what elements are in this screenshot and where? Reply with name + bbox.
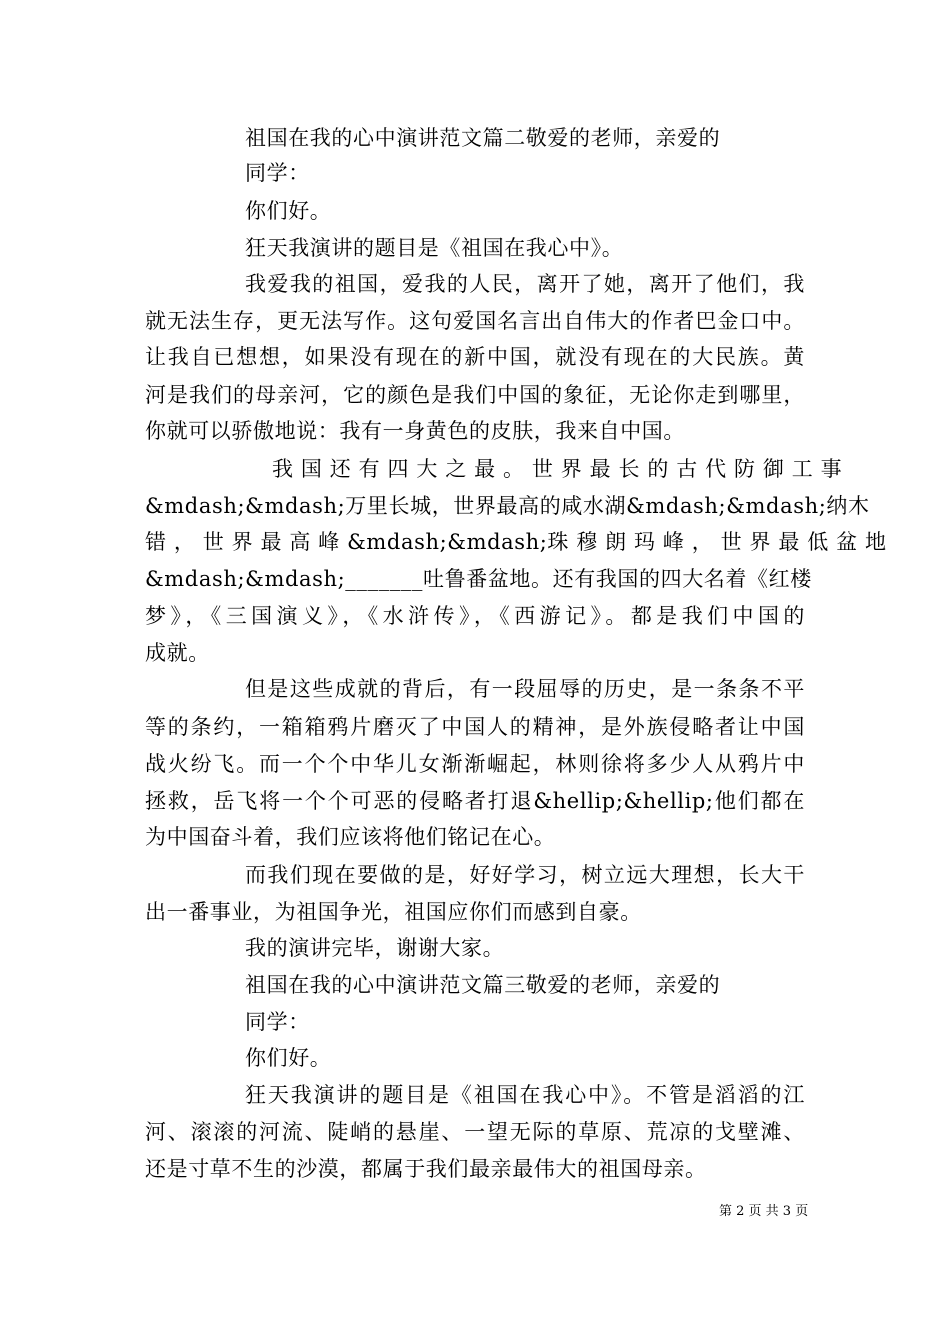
paragraph-line: 狂天我演讲的题目是《祖国在我心中》。不管是滔滔的江 — [245, 1083, 805, 1107]
paragraph-line: 梦》，《三国演义》，《水浒传》，《西游记》。都是我们中国的 — [145, 604, 805, 628]
paragraph-line: &mdash;&mdash;万里长城，世界最高的咸水湖&mdash;&mdash;纳木 — [145, 494, 870, 518]
paragraph-line: 而我们现在要做的是，好好学习，树立远大理想，长大干 — [245, 863, 805, 887]
paragraph-line: 成就。 — [145, 641, 210, 665]
page-footer: 第 2 页 共 3 页 — [719, 1204, 809, 1219]
paragraph-line: 出一番事业，为祖国争光，祖国应你们而感到自豪。 — [145, 900, 642, 924]
paragraph-line: 河是我们的母亲河，它的颜色是我们中国的象征，无论你走到哪里， — [145, 383, 805, 407]
paragraph-line: 让我自已想想，如果没有现在的新中国，就没有现在的大民族。黄 — [145, 345, 805, 369]
paragraph-line: 你们好。 — [245, 199, 332, 223]
paragraph-line: 你们好。 — [245, 1046, 332, 1070]
paragraph-line: 你就可以骄傲地说：我有一身黄色的皮肤，我来自中国。 — [145, 419, 685, 443]
paragraph-line: 战火纷飞。而一个个中华儿女渐渐崛起，林则徐将多少人从鸦片中 — [145, 752, 805, 776]
paragraph-line: 我的演讲完毕，谢谢大家。 — [245, 936, 505, 960]
paragraph-line: 就无法生存，更无法写作。这句爱国名言出自伟大的作者巴金口中。 — [145, 309, 805, 333]
paragraph-line: 我爱我的祖国，爱我的人民，离开了她，离开了他们，我 — [245, 272, 805, 296]
paragraph-line: 我 国 还 有 四 大 之 最 。 世 界 最 长 的 古 代 防 御 工 事 — [272, 457, 843, 481]
paragraph-line: 祖国在我的心中演讲范文篇三敬爱的老师，亲爱的 — [245, 973, 721, 997]
paragraph-line: 还是寸草不生的沙漠，都属于我们最亲最伟大的祖国母亲。 — [145, 1157, 707, 1181]
paragraph-line: 同学： — [245, 1010, 310, 1034]
paragraph-line: 同学： — [245, 161, 310, 185]
paragraph-line: 河、滚滚的河流、陡峭的悬崖、一望无际的草原、荒凉的戈壁滩、 — [145, 1120, 805, 1144]
paragraph-line: &mdash;&mdash;_______吐鲁番盆地。还有我国的四大名着《红楼 — [145, 567, 812, 591]
paragraph-line: 等的条约，一箱箱鸦片磨灭了中国人的精神，是外族侵略者让中国 — [145, 715, 805, 739]
paragraph-line: 狂天我演讲的题目是《祖国在我心中》。 — [245, 236, 624, 260]
paragraph-line: 错 ， 世 界 最 高 峰 &mdash;&mdash;珠 穆 朗 玛 峰 ， 世 界 最 低 盆 地 — [145, 530, 887, 554]
paragraph-line: 但是这些成就的背后，有一段屈辱的历史，是一条条不平 — [245, 677, 805, 701]
paragraph-line: 为中国奋斗着，我们应该将他们铭记在心。 — [145, 825, 556, 849]
paragraph-line: 拯救，岳飞将一个个可恶的侵略者打退&hellip;&hellip;他们都在 — [145, 789, 805, 813]
paragraph-line: 祖国在我的心中演讲范文篇二敬爱的老师，亲爱的 — [245, 126, 721, 150]
